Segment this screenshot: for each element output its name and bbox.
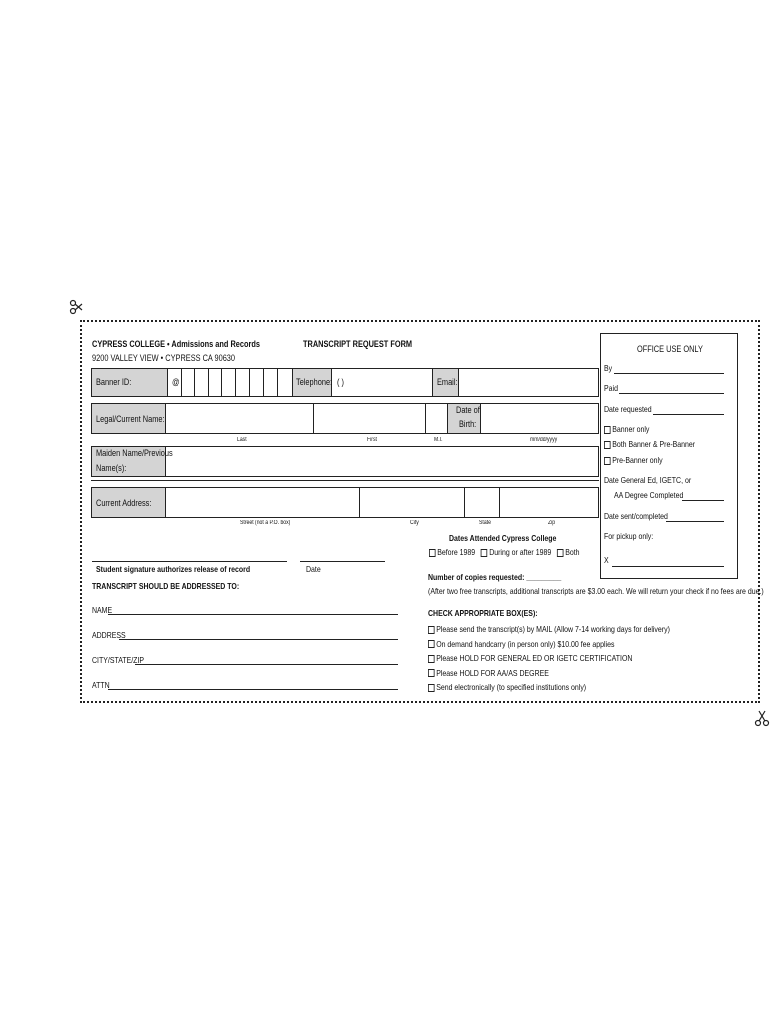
- sub-first: First: [367, 437, 377, 443]
- dates-attended-options: Before 1989 During or after 1989 Both: [429, 547, 580, 557]
- office-both-banner: Both Banner & Pre-Banner: [604, 439, 695, 449]
- office-date-requested: Date requested: [604, 404, 652, 414]
- office-banner-only: Banner only: [604, 424, 649, 434]
- sub-dob: mm/dd/yyyy: [530, 437, 558, 443]
- email-label: Email:: [437, 377, 458, 387]
- dob-label-1: Date of: [456, 405, 480, 415]
- current-address-row: [91, 487, 599, 518]
- dates-attended-title: Dates Attended Cypress College: [449, 533, 557, 543]
- addr-address-label: ADDRESS: [92, 630, 126, 640]
- check-boxes-list: [428, 622, 670, 695]
- addr-citystatezip-label: CITY/STATE/ZIP: [92, 655, 145, 665]
- checkbox-before-1989[interactable]: [429, 549, 436, 557]
- dob-label-2: Birth:: [459, 419, 477, 429]
- addr-attn-label: ATTN: [92, 680, 110, 690]
- legal-name-label: Legal/Current Name:: [96, 414, 165, 424]
- office-paid: Paid: [604, 383, 618, 393]
- check-item-hold-degree[interactable]: Please HOLD FOR AA/AS DEGREE: [428, 666, 670, 681]
- office-date-sent: Date sent/completed: [604, 511, 668, 521]
- copies-note: (After two free transcripts, additional transcripts are $3.00 each. We will return your check if no fees are due.): [428, 586, 764, 596]
- college-name: CYPRESS COLLEGE • Admissions and Records: [92, 339, 260, 349]
- office-pre-banner: Pre-Banner only: [604, 455, 663, 465]
- maiden-name-label-2: Name(s):: [96, 463, 127, 473]
- copies-label: Number of copies requested: _________: [428, 572, 562, 582]
- telephone-label: Telephone:: [296, 377, 333, 387]
- scissors-icon: [68, 299, 90, 315]
- check-item-mail[interactable]: Please send the transcript(s) by MAIL (Allow 7-14 working days for delivery): [428, 622, 670, 637]
- sub-state: State: [479, 520, 491, 526]
- form-title: TRANSCRIPT REQUEST FORM: [303, 339, 413, 349]
- check-boxes-title: CHECK APPROPRIATE BOX(ES):: [428, 608, 538, 618]
- checkbox-both[interactable]: [557, 549, 564, 557]
- signature-label: Student signature authorizes release of record: [96, 564, 251, 574]
- sub-mi: M.I.: [434, 437, 443, 443]
- office-pickup: For pickup only:: [604, 531, 654, 541]
- sub-last: Last: [237, 437, 247, 443]
- current-address-label: Current Address:: [96, 498, 152, 508]
- sub-street: Street (not a P.O. box): [240, 520, 291, 526]
- sub-zip: Zip: [548, 520, 556, 526]
- office-title: OFFICE USE ONLY: [637, 344, 703, 354]
- signature-date-label: Date: [306, 564, 321, 574]
- office-date-general-1: Date General Ed, IGETC, or: [604, 475, 692, 485]
- college-address: 9200 VALLEY VIEW • CYPRESS CA 90630: [92, 353, 236, 363]
- addressed-to-title: TRANSCRIPT SHOULD BE ADDRESSED TO:: [92, 581, 240, 591]
- office-x: X: [604, 555, 609, 565]
- maiden-name-label-1: Maiden Name/Previous: [96, 448, 173, 458]
- addr-name-label: NAME: [92, 605, 113, 615]
- telephone-area-code[interactable]: ( ): [337, 377, 344, 387]
- check-item-handcarry[interactable]: On demand handcarry (in person only) $10.00 fee applies: [428, 637, 670, 652]
- sub-city: City: [410, 520, 419, 526]
- legal-name-row: [91, 403, 599, 434]
- scissors-icon-right: [754, 706, 770, 728]
- banner-id-prefix: @: [172, 377, 180, 387]
- banner-id-label: Banner ID:: [96, 377, 132, 387]
- office-by: By: [604, 363, 613, 373]
- checkbox-during-1989[interactable]: [481, 549, 488, 557]
- office-date-general-2: AA Degree Completed: [614, 490, 684, 500]
- check-item-hold-ge[interactable]: Please HOLD FOR GENERAL ED OR IGETC CERTIFICATION: [428, 651, 670, 666]
- check-item-electronic[interactable]: Send electronically (to specified institutions only): [428, 680, 670, 695]
